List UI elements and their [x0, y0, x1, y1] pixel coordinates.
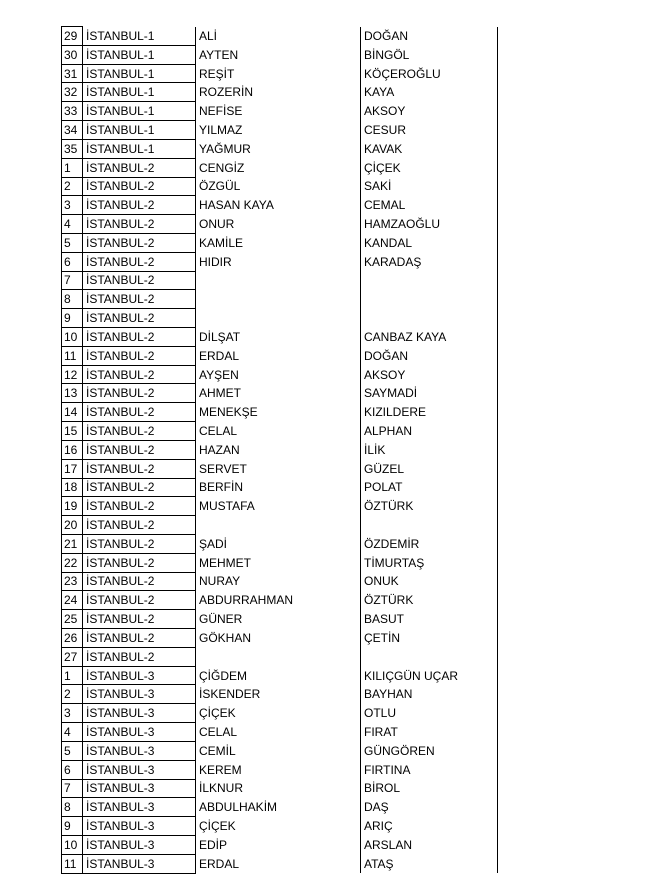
district-cell: İSTANBUL-1 — [83, 45, 196, 64]
first-name-cell: REŞİT — [196, 64, 361, 83]
first-name-cell — [196, 309, 361, 328]
row-number-cell: 11 — [62, 346, 83, 365]
district-cell: İSTANBUL-3 — [83, 685, 196, 704]
row-number-cell: 23 — [62, 572, 83, 591]
last-name-cell: DOĞAN — [361, 27, 498, 46]
row-number-cell: 6 — [62, 252, 83, 271]
last-name-cell: KARADAŞ — [361, 252, 498, 271]
district-cell: İSTANBUL-2 — [83, 591, 196, 610]
district-cell: İSTANBUL-2 — [83, 534, 196, 553]
table-row — [62, 647, 498, 666]
last-name-cell — [361, 271, 498, 290]
first-name-cell — [196, 271, 361, 290]
first-name-cell: ÇİÇEK — [196, 817, 361, 836]
first-name-cell: DİLŞAT — [196, 328, 361, 347]
first-name-cell: ÖZGÜL — [196, 177, 361, 196]
last-name-cell: KÖÇEROĞLU — [361, 64, 498, 83]
last-name-cell: AKSOY — [361, 102, 498, 121]
district-cell: İSTANBUL-2 — [83, 516, 196, 535]
table-row — [62, 685, 498, 704]
row-number-cell: 26 — [62, 629, 83, 648]
table-row — [62, 290, 498, 309]
row-number-cell: 25 — [62, 610, 83, 629]
row-number-cell: 3 — [62, 196, 83, 215]
last-name-cell: AKSOY — [361, 365, 498, 384]
first-name-cell: ABDULHAKİM — [196, 798, 361, 817]
last-name-cell: BİROL — [361, 779, 498, 798]
district-cell: İSTANBUL-1 — [83, 102, 196, 121]
first-name-cell: MEHMET — [196, 553, 361, 572]
row-number-cell: 19 — [62, 497, 83, 516]
last-name-cell: POLAT — [361, 478, 498, 497]
district-cell: İSTANBUL-2 — [83, 459, 196, 478]
row-number-cell: 21 — [62, 534, 83, 553]
last-name-cell: ARSLAN — [361, 835, 498, 854]
row-number-cell: 6 — [62, 760, 83, 779]
district-cell: İSTANBUL-3 — [83, 798, 196, 817]
row-number-cell: 9 — [62, 309, 83, 328]
last-name-cell — [361, 516, 498, 535]
last-name-cell: ÖZTÜRK — [361, 591, 498, 610]
row-number-cell: 7 — [62, 779, 83, 798]
last-name-cell — [361, 647, 498, 666]
district-cell: İSTANBUL-2 — [83, 309, 196, 328]
row-number-cell: 20 — [62, 516, 83, 535]
first-name-cell: NURAY — [196, 572, 361, 591]
first-name-cell: CENGİZ — [196, 158, 361, 177]
first-name-cell: SERVET — [196, 459, 361, 478]
table-row — [62, 309, 498, 328]
first-name-cell: ERDAL — [196, 346, 361, 365]
table-row — [62, 177, 498, 196]
last-name-cell: CEMAL — [361, 196, 498, 215]
table-row — [62, 440, 498, 459]
last-name-cell: ALPHAN — [361, 422, 498, 441]
last-name-cell: CESUR — [361, 121, 498, 140]
row-number-cell: 2 — [62, 177, 83, 196]
last-name-cell: ÇETİN — [361, 629, 498, 648]
last-name-cell: ÇİÇEK — [361, 158, 498, 177]
row-number-cell: 1 — [62, 666, 83, 685]
candidate-list-body — [62, 27, 498, 874]
last-name-cell: OTLU — [361, 704, 498, 723]
row-number-cell: 7 — [62, 271, 83, 290]
row-number-cell: 27 — [62, 647, 83, 666]
table-row — [62, 83, 498, 102]
table-row — [62, 102, 498, 121]
table-row — [62, 572, 498, 591]
row-number-cell: 8 — [62, 798, 83, 817]
table-row — [62, 139, 498, 158]
row-number-cell: 35 — [62, 139, 83, 158]
district-cell: İSTANBUL-1 — [83, 139, 196, 158]
last-name-cell: KAYA — [361, 83, 498, 102]
table-row — [62, 328, 498, 347]
first-name-cell: ROZERİN — [196, 83, 361, 102]
district-cell: İSTANBUL-2 — [83, 553, 196, 572]
district-cell: İSTANBUL-1 — [83, 121, 196, 140]
first-name-cell: HASAN KAYA — [196, 196, 361, 215]
table-row — [62, 45, 498, 64]
first-name-cell: YILMAZ — [196, 121, 361, 140]
district-cell: İSTANBUL-3 — [83, 835, 196, 854]
row-number-cell: 29 — [62, 27, 83, 46]
last-name-cell: DAŞ — [361, 798, 498, 817]
table-row — [62, 27, 498, 46]
row-number-cell: 10 — [62, 328, 83, 347]
table-row — [62, 121, 498, 140]
row-number-cell: 8 — [62, 290, 83, 309]
row-number-cell: 13 — [62, 384, 83, 403]
first-name-cell: ALİ — [196, 27, 361, 46]
last-name-cell: DOĞAN — [361, 346, 498, 365]
district-cell: İSTANBUL-2 — [83, 440, 196, 459]
district-cell: İSTANBUL-1 — [83, 27, 196, 46]
last-name-cell: ÖZTÜRK — [361, 497, 498, 516]
district-cell: İSTANBUL-2 — [83, 196, 196, 215]
table-row — [62, 422, 498, 441]
last-name-cell: HAMZAOĞLU — [361, 215, 498, 234]
row-number-cell: 30 — [62, 45, 83, 64]
district-cell: İSTANBUL-2 — [83, 403, 196, 422]
first-name-cell: CELAL — [196, 723, 361, 742]
table-row — [62, 704, 498, 723]
first-name-cell: ABDURRAHMAN — [196, 591, 361, 610]
last-name-cell: BAYHAN — [361, 685, 498, 704]
row-number-cell: 34 — [62, 121, 83, 140]
first-name-cell: CEMİL — [196, 741, 361, 760]
district-cell: İSTANBUL-2 — [83, 365, 196, 384]
table-row — [62, 741, 498, 760]
row-number-cell: 11 — [62, 854, 83, 873]
table-row — [62, 252, 498, 271]
district-cell: İSTANBUL-3 — [83, 741, 196, 760]
candidate-list-table — [61, 26, 498, 874]
table-row — [62, 553, 498, 572]
district-cell: İSTANBUL-2 — [83, 384, 196, 403]
table-row — [62, 723, 498, 742]
table-row — [62, 497, 498, 516]
table-row — [62, 854, 498, 873]
row-number-cell: 14 — [62, 403, 83, 422]
row-number-cell: 5 — [62, 233, 83, 252]
row-number-cell: 24 — [62, 591, 83, 610]
first-name-cell: İLKNUR — [196, 779, 361, 798]
table-row — [62, 779, 498, 798]
last-name-cell: FIRTINA — [361, 760, 498, 779]
first-name-cell: YAĞMUR — [196, 139, 361, 158]
district-cell: İSTANBUL-2 — [83, 629, 196, 648]
last-name-cell: ÖZDEMİR — [361, 534, 498, 553]
row-number-cell: 32 — [62, 83, 83, 102]
district-cell: İSTANBUL-2 — [83, 478, 196, 497]
row-number-cell: 31 — [62, 64, 83, 83]
row-number-cell: 22 — [62, 553, 83, 572]
last-name-cell: GÜZEL — [361, 459, 498, 478]
table-row — [62, 591, 498, 610]
last-name-cell: İLİK — [361, 440, 498, 459]
district-cell: İSTANBUL-2 — [83, 252, 196, 271]
district-cell: İSTANBUL-2 — [83, 647, 196, 666]
first-name-cell: EDİP — [196, 835, 361, 854]
last-name-cell — [361, 290, 498, 309]
table-row — [62, 610, 498, 629]
first-name-cell: AHMET — [196, 384, 361, 403]
last-name-cell: KILIÇGÜN UÇAR — [361, 666, 498, 685]
row-number-cell: 2 — [62, 685, 83, 704]
row-number-cell: 18 — [62, 478, 83, 497]
first-name-cell: ŞADİ — [196, 534, 361, 553]
last-name-cell — [361, 309, 498, 328]
row-number-cell: 9 — [62, 817, 83, 836]
last-name-cell: TİMURTAŞ — [361, 553, 498, 572]
last-name-cell: KANDAL — [361, 233, 498, 252]
first-name-cell: CELAL — [196, 422, 361, 441]
last-name-cell: FIRAT — [361, 723, 498, 742]
district-cell: İSTANBUL-2 — [83, 346, 196, 365]
table-row — [62, 666, 498, 685]
row-number-cell: 10 — [62, 835, 83, 854]
first-name-cell: NEFİSE — [196, 102, 361, 121]
table-row — [62, 365, 498, 384]
first-name-cell: GÖKHAN — [196, 629, 361, 648]
table-row — [62, 215, 498, 234]
last-name-cell: ATAŞ — [361, 854, 498, 873]
row-number-cell: 4 — [62, 723, 83, 742]
table-row — [62, 403, 498, 422]
last-name-cell: SAKİ — [361, 177, 498, 196]
table-row — [62, 760, 498, 779]
district-cell: İSTANBUL-2 — [83, 610, 196, 629]
table-row — [62, 233, 498, 252]
district-cell: İSTANBUL-2 — [83, 290, 196, 309]
row-number-cell: 15 — [62, 422, 83, 441]
row-number-cell: 3 — [62, 704, 83, 723]
district-cell: İSTANBUL-2 — [83, 233, 196, 252]
row-number-cell: 33 — [62, 102, 83, 121]
table-row — [62, 516, 498, 535]
first-name-cell: HAZAN — [196, 440, 361, 459]
first-name-cell — [196, 290, 361, 309]
row-number-cell: 12 — [62, 365, 83, 384]
district-cell: İSTANBUL-2 — [83, 215, 196, 234]
first-name-cell: ERDAL — [196, 854, 361, 873]
first-name-cell: AYTEN — [196, 45, 361, 64]
table-row — [62, 817, 498, 836]
table-row — [62, 459, 498, 478]
last-name-cell: KIZILDERE — [361, 403, 498, 422]
last-name-cell: BİNGÖL — [361, 45, 498, 64]
district-cell: İSTANBUL-1 — [83, 83, 196, 102]
table-row — [62, 158, 498, 177]
table-row — [62, 534, 498, 553]
last-name-cell: BASUT — [361, 610, 498, 629]
row-number-cell: 16 — [62, 440, 83, 459]
last-name-cell: ARIÇ — [361, 817, 498, 836]
row-number-cell: 17 — [62, 459, 83, 478]
first-name-cell — [196, 516, 361, 535]
table-row — [62, 798, 498, 817]
district-cell: İSTANBUL-3 — [83, 760, 196, 779]
first-name-cell: KEREM — [196, 760, 361, 779]
table-row — [62, 346, 498, 365]
first-name-cell: ONUR — [196, 215, 361, 234]
district-cell: İSTANBUL-3 — [83, 779, 196, 798]
district-cell: İSTANBUL-2 — [83, 422, 196, 441]
last-name-cell: SAYMADİ — [361, 384, 498, 403]
table-row — [62, 629, 498, 648]
table-row — [62, 835, 498, 854]
table-row — [62, 64, 498, 83]
first-name-cell: HIDIR — [196, 252, 361, 271]
table-row — [62, 478, 498, 497]
table-row — [62, 196, 498, 215]
last-name-cell: ONUK — [361, 572, 498, 591]
district-cell: İSTANBUL-2 — [83, 177, 196, 196]
district-cell: İSTANBUL-2 — [83, 158, 196, 177]
first-name-cell: BERFİN — [196, 478, 361, 497]
table-row — [62, 271, 498, 290]
first-name-cell — [196, 647, 361, 666]
first-name-cell: ÇİÇEK — [196, 704, 361, 723]
first-name-cell: İSKENDER — [196, 685, 361, 704]
table-row — [62, 384, 498, 403]
row-number-cell: 5 — [62, 741, 83, 760]
district-cell: İSTANBUL-3 — [83, 817, 196, 836]
row-number-cell: 4 — [62, 215, 83, 234]
last-name-cell: CANBAZ KAYA — [361, 328, 498, 347]
district-cell: İSTANBUL-2 — [83, 328, 196, 347]
district-cell: İSTANBUL-3 — [83, 704, 196, 723]
district-cell: İSTANBUL-1 — [83, 64, 196, 83]
district-cell: İSTANBUL-2 — [83, 572, 196, 591]
last-name-cell: GÜNGÖREN — [361, 741, 498, 760]
first-name-cell: KAMİLE — [196, 233, 361, 252]
district-cell: İSTANBUL-3 — [83, 666, 196, 685]
row-number-cell: 1 — [62, 158, 83, 177]
district-cell: İSTANBUL-2 — [83, 497, 196, 516]
district-cell: İSTANBUL-3 — [83, 723, 196, 742]
last-name-cell: KAVAK — [361, 139, 498, 158]
first-name-cell: MENEKŞE — [196, 403, 361, 422]
district-cell: İSTANBUL-2 — [83, 271, 196, 290]
first-name-cell: ÇİĞDEM — [196, 666, 361, 685]
first-name-cell: MUSTAFA — [196, 497, 361, 516]
first-name-cell: AYŞEN — [196, 365, 361, 384]
district-cell: İSTANBUL-3 — [83, 854, 196, 873]
first-name-cell: GÜNER — [196, 610, 361, 629]
